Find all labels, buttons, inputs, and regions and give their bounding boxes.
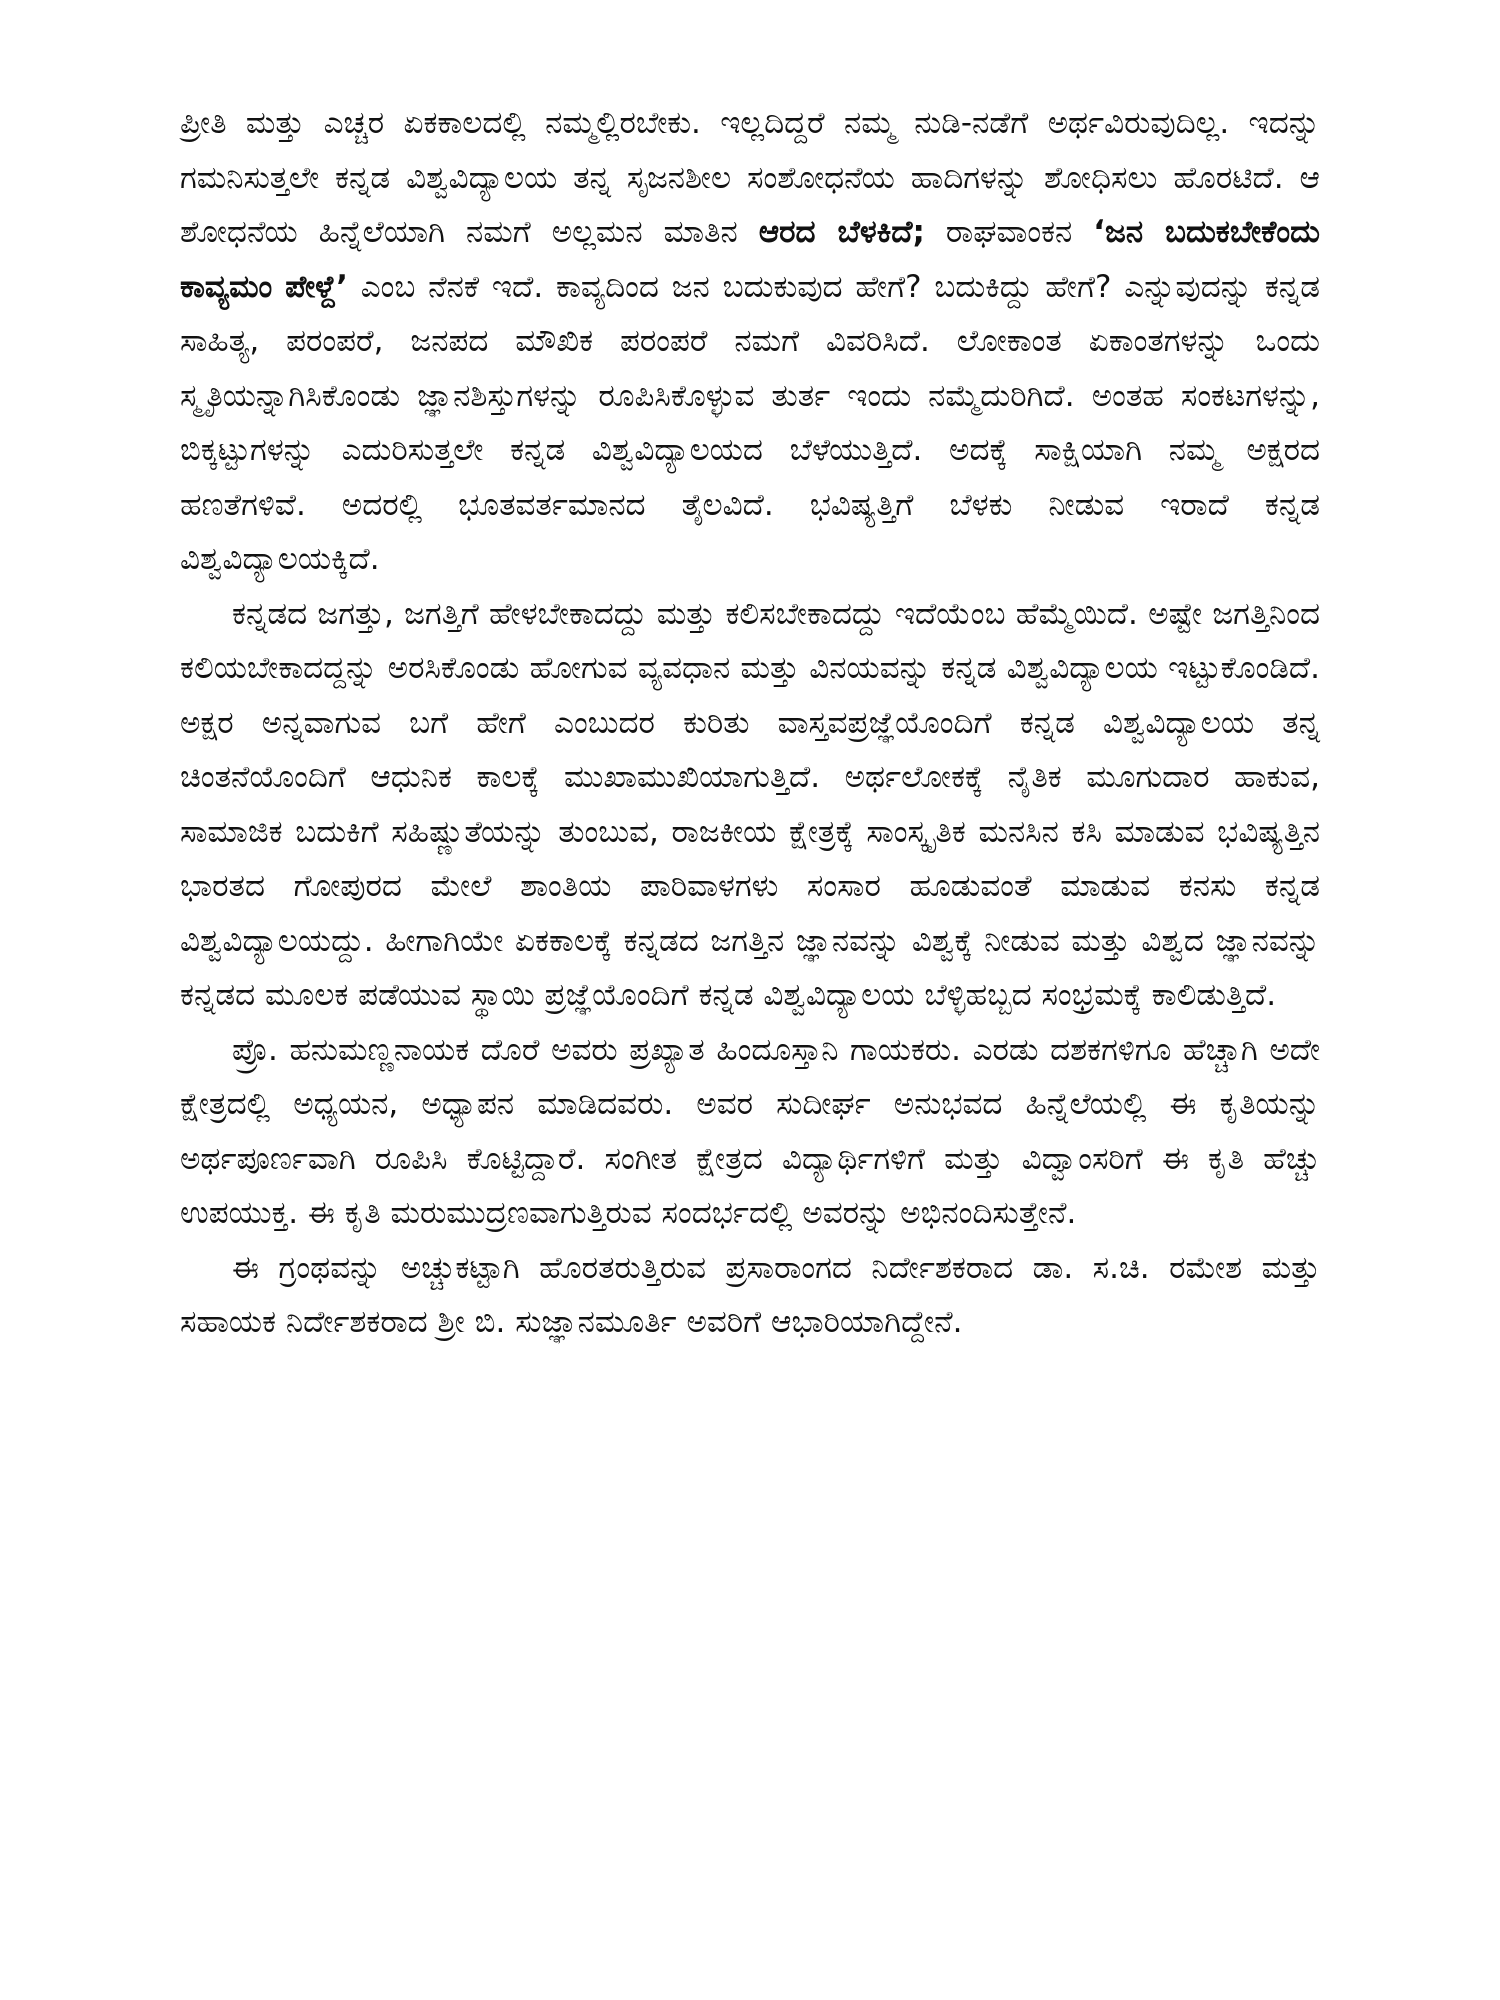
text-segment: ರೂಪಿಸಿಕೊಳ್ಳುವ ತುರ್ತ ಇಂದು ನಮ್ಮೆದುರಿಗಿದೆ. ಅಂತಹ ಸಂಕಟಗಳನ್ನು, ಬಿಕ್ಕಟ್ಟುಗಳನ್ನು: [180, 377, 1320, 468]
text-segment: ಅನ್ನವಾಗುವ ಬಗೆ ಹೇಗೆ ಎಂಬುದರ ಕುರಿತು ವಾಸ್ತವಪ್ರಜ್ಞೆಯೊಂದಿಗೆ ಕನ್ನಡ: [261, 704, 1075, 741]
text-segment: ಉಪಯುಕ್ತ. ಈ ಕೃತಿ ಮರುಮುದ್ರಣವಾಗುತ್ತಿರುವ ಸಂದರ್ಭದಲ್ಲಿ ಅವರನ್ನು: [180, 1195, 891, 1231]
text-segment: ಅರ್ಥಲೋಕಕ್ಕೆ ನೈತಿಕ ಮೂಗುದಾರ ಹಾಕುವ, ಸಾಮಾಜಿಕ ಬದುಕಿಗೆ ಸಹಿಷ್ಣುತೆಯನ್ನು: [180, 759, 1320, 850]
text-segment: ದಶಕಗಳಿಗೂ ಹೆಚ್ಚಾಗಿ ಅದೇ ಕ್ಷೇತ್ರದಲ್ಲಿ ಅಧ್ಯಯನ, ಅಧ್ಯಾಪನ ಮಾಡಿದವರು. ಅವರ: [180, 1031, 1320, 1122]
text-segment: ಎಂಬ ನೆನಕೆ ಇದೆ. ಕಾವ್ಯದಿಂದ ಜನ ಬದುಕುವುದ ಹೇಗೆ? ಬದುಕಿದ್ದು ಹೇಗೆ?: [347, 268, 1112, 305]
text-segment: ತುಂಬುವ, ರಾಜಕೀಯ ಕ್ಷೇತ್ರಕ್ಕೆ ಸಾಂಸ್ಕೃತಿಕ ಮನಸಿನ ಕಸಿ ಮಾಡುವ ಭವಿಷ್ಯತ್ತಿನ ಭಾರತದ: [180, 813, 1321, 904]
text-segment: ಅಕ್ಷರದ ಹಣತೆಗಳಿವೆ. ಅದರಲ್ಲಿ ಭೂತವರ್ತಮಾನದ ತೈಲವಿದೆ. ಭವಿಷ್ಯತ್ತಿಗೆ ಬೆಳಕು: [180, 432, 1321, 523]
text-segment: ವಿಶ್ವಕ್ಕೆ ನೀಡುವ ಮತ್ತು ವಿಶ್ವದ ಜ್ಞಾನವನ್ನು ಕನ್ನಡದ ಮೂಲಕ ಪಡೆಯುವ ಸ್ಥಾಯಿ: [180, 922, 1321, 1013]
text-segment: ಡಾ. ಸ.ಚಿ. ರಮೇಶ ಮತ್ತು ಸಹಾಯಕ ನಿರ್ದೇಶಕರಾದ ಶ್ರೀ ಬಿ. ಸುಜ್ಞಾನಮೂರ್ತಿ ಅವರಿಗೆ: [180, 1249, 1320, 1340]
text-segment: ಪ್ರೊ. ಹನುಮಣ್ಣನಾಯಕ ದೊರೆ ಅವರು ಪ್ರಖ್ಯಾತ ಹಿಂದೂಸ್ತಾನಿ ಗಾಯಕರು. ಎರಡು: [232, 1031, 1039, 1068]
text-segment: ಗೋಪುರದ ಮೇಲೆ ಶಾಂತಿಯ ಪಾರಿವಾಳಗಳು ಸಂಸಾರ ಹೂಡುವಂತೆ ಮಾಡುವ ಕನಸು: [293, 868, 1237, 904]
bold-quote-text: ‘ಜನ ಬದುಕಬೇಕೆಂದು ಕಾವ್ಯಮಂ: [180, 214, 1320, 305]
text-segment: ವಿಶ್ವವಿದ್ಯಾಲಯ ತನ್ನ ಚಿಂತನೆಯೊಂದಿಗೆ ಆಧುನಿಕ ಕಾಲಕ್ಕೆ ಮುಖಾಮುಖಿಯಾಗುತ್ತಿದೆ.: [180, 704, 1320, 795]
text-segment: ಸುದೀರ್ಘ ಅನುಭವದ ಹಿನ್ನೆಲೆಯಲ್ಲಿ ಈ ಕೃತಿಯನ್ನು ಅರ್ಥಪೂರ್ಣವಾಗಿ ರೂಪಿಸಿ: [180, 1086, 1320, 1177]
bold-quote-text: ಪೇಳ್ದೆ’: [285, 268, 348, 305]
paragraph: [180, 587, 1320, 1023]
text-segment: ವ್ಯವಧಾನ ಮತ್ತು ವಿನಯವನ್ನು ಕನ್ನಡ ವಿಶ್ವವಿದ್ಯಾಲಯ ಇಟ್ಟುಕೊಂಡಿದೆ. ಅಕ್ಷರ: [180, 650, 1320, 741]
document-page: [180, 96, 1320, 1916]
paragraph: [180, 96, 1320, 587]
text-segment: ಹೆಮ್ಮೆಯಿದೆ. ಅಷ್ಟೇ ಜಗತ್ತಿನಿಂದ ಕಲಿಯಬೇಕಾದದ್ದನ್ನು ಅರಸಿಕೊಂಡು ಹೋಗುವ: [180, 595, 1320, 686]
text-segment: ಎದುರಿಸುತ್ತಲೇ ಕನ್ನಡ ವಿಶ್ವವಿದ್ಯಾಲಯದ ಬೆಳೆಯುತ್ತಿದೆ. ಅದಕ್ಕೆ ಸಾಕ್ಷಿಯಾಗಿ ನಮ್ಮ: [341, 432, 1220, 468]
text-segment: ನೀಡುವ ಇರಾದೆ ಕನ್ನಡ ವಿಶ್ವವಿದ್ಯಾಲಯಕ್ಕಿದೆ.: [180, 486, 1321, 577]
text-segment: ಪ್ರೀತಿ ಮತ್ತು ಎಚ್ಚರ ಏಕಕಾಲದಲ್ಲಿ ನಮ್ಮಲ್ಲಿರಬೇಕು. ಇಲ್ಲದಿದ್ದರೆ ನಮ್ಮ ನುಡಿ-ನಡೆಗೆ: [180, 105, 1029, 141]
text-segment: ರಾಘವಾಂಕನ: [924, 214, 1094, 250]
paragraph: [180, 1241, 1320, 1350]
text-segment: ಆಭಾರಿಯಾಗಿದ್ದೇನೆ.: [771, 1304, 963, 1340]
text-segment: ಅಭಿನಂದಿಸುತ್ತೇನೆ.: [900, 1195, 1077, 1231]
text-segment: ನಮಗೆ ಅಲ್ಲಮನ ಮಾತಿನ: [466, 214, 759, 250]
bold-quote-text: ಆರದ ಬೆಳಕಿದೆ;: [758, 214, 925, 250]
text-segment: ಕನ್ನಡದ ಜಗತ್ತು, ಜಗತ್ತಿಗೆ ಹೇಳಬೇಕಾದದ್ದು ಮತ್ತು ಕಲಿಸಬೇಕಾದದ್ದು ಇದೆಯೆಂಬ: [232, 595, 1006, 632]
text-segment: ಕೊಟ್ಟಿದ್ದಾರೆ. ಸಂಗೀತ ಕ್ಷೇತ್ರದ ವಿದ್ಯಾರ್ಥಿಗಳಿಗೆ ಮತ್ತು ವಿದ್ವಾಂಸರಿಗೆ ಈ ಕೃತಿ ಹೆಚ್ಚು: [466, 1140, 1321, 1177]
text-segment: ಅರ್ಥವಿರುವುದಿಲ್ಲ. ಇದನ್ನು ಗಮನಿಸುತ್ತಲೇ ಕನ್ನಡ ವಿಶ್ವವಿದ್ಯಾಲಯ ತನ್ನ ಸೃಜನಶೀಲ: [180, 105, 1321, 196]
text-segment: ಈ ಗ್ರಂಥವನ್ನು ಅಚ್ಚುಕಟ್ಟಾಗಿ ಹೊರತರುತ್ತಿರುವ ಪ್ರಸಾರಾಂಗದ ನಿರ್ದೇಶಕರಾದ: [232, 1249, 1014, 1286]
text-segment: ಪ್ರಜ್ಞೆಯೊಂದಿಗೆ ಕನ್ನಡ ವಿಶ್ವವಿದ್ಯಾಲಯ ಬೆಳ್ಳಿಹಬ್ಬದ ಸಂಭ್ರಮಕ್ಕೆ ಕಾಲಿಡುತ್ತಿದೆ.: [544, 977, 1277, 1013]
text-segment: ಎನ್ನುವುದನ್ನು ಕನ್ನಡ ಸಾಹಿತ್ಯ, ಪರಂಪರೆ, ಜನಪದ ಮೌಖಿಕ ಪರಂಪರೆ ನಮಗೆ ವಿವರಿಸಿದೆ.: [180, 268, 1320, 359]
text-segment: ಸಂಶೋಧನೆಯ ಹಾದಿಗಳನ್ನು ಶೋಧಿಸಲು ಹೊರಟಿದೆ. ಆ ಶೋಧನೆಯ ಹಿನ್ನೆಲೆಯಾಗಿ: [180, 159, 1320, 250]
body-text: [180, 96, 1320, 1350]
text-segment: ಕನ್ನಡ ವಿಶ್ವವಿದ್ಯಾಲಯದ್ದು. ಹೀಗಾಗಿಯೇ ಏಕಕಾಲಕ್ಕೆ ಕನ್ನಡದ ಜಗತ್ತಿನ ಜ್ಞಾನವನ್ನು: [180, 868, 1320, 959]
paragraph: [180, 1023, 1320, 1241]
text-segment: ಲೋಕಾಂತ ಏಕಾಂತಗಳನ್ನು ಒಂದು ಸ್ಮೃತಿಯನ್ನಾಗಿಸಿಕೊಂಡು ಜ್ಞಾನಶಿಸ್ತುಗಳನ್ನು: [180, 323, 1320, 414]
